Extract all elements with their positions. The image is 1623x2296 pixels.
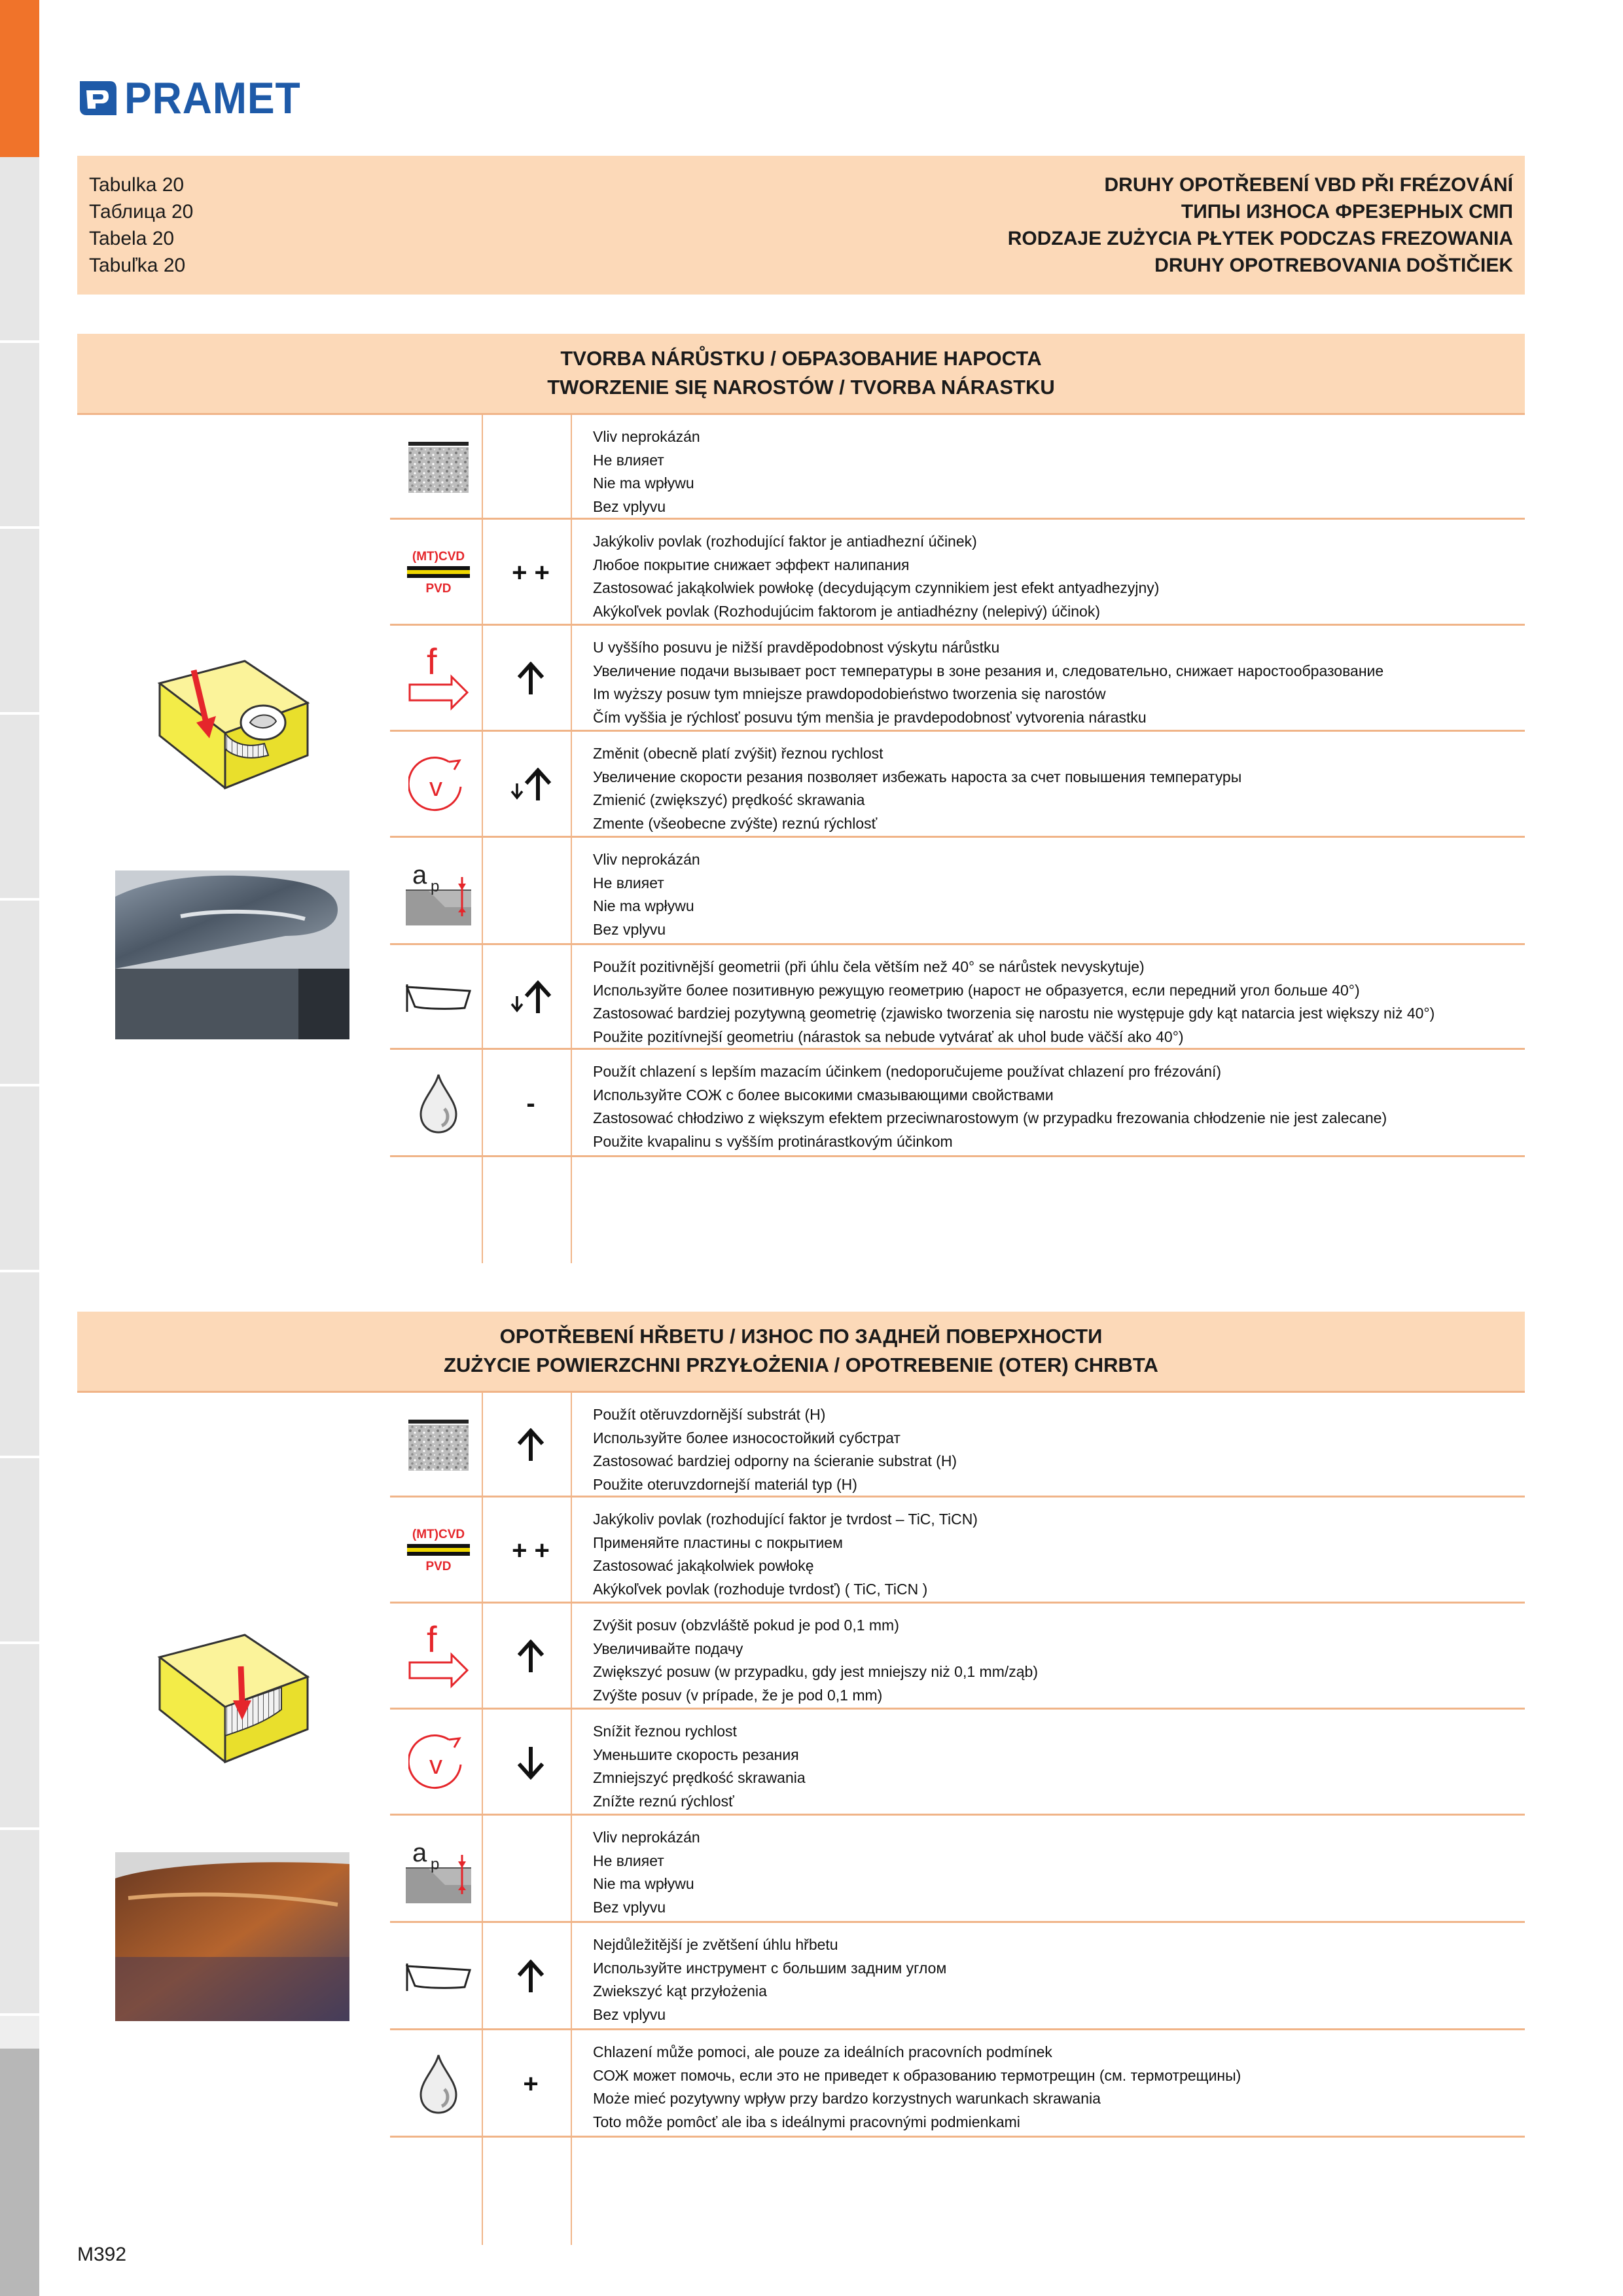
table-header [77, 156, 1525, 295]
effect-symbol [492, 1710, 569, 1816]
built-up-edge-insert-illustration [153, 657, 310, 817]
feed-icon [408, 1621, 469, 1693]
effect-symbol [492, 1604, 569, 1710]
recommendation-row [390, 1816, 1525, 1923]
effect-symbol: + [523, 2069, 539, 2098]
cutting-speed-icon [408, 1727, 469, 1799]
side-accent [0, 0, 39, 157]
recommendation-row [390, 1923, 1525, 2030]
change-arrows-icon [508, 768, 554, 802]
table-title: DRUHY OPOTREBOVANIA DOŠTIČIEK [1154, 255, 1513, 276]
svg-text:f: f [427, 1621, 437, 1660]
table-label: Таблица 20 [89, 201, 194, 223]
recommendation-row [390, 1604, 1525, 1710]
svg-text:v: v [429, 1751, 442, 1780]
increase-arrow-icon [516, 1640, 545, 1674]
section-header-flank-wear [77, 1312, 1525, 1393]
side-tab[interactable] [0, 343, 39, 529]
coating-icon: (MT)CVD PVD [404, 1528, 473, 1574]
rake-geometry-icon [406, 978, 471, 1017]
depth-of-cut-icon [406, 857, 471, 925]
recommendation-row [390, 2030, 1525, 2138]
recommendation-text: Jakýkoliv povlak (rozhodující faktor je tvrdost – TiC, TiCN) Применяйте пластины с покрытием Zastosować jakąkolwiek powłokę Akýkoľvek povlak (rozhoduje tvrdosť) ( TiC, TiCN ) [593, 1511, 978, 1598]
effect-symbol [492, 838, 569, 945]
coolant-drop-icon [418, 1072, 459, 1135]
increase-arrow-icon [516, 1960, 545, 1994]
recommendation-text: Chlazení může pomoci, ale pouze za ideálních pracovních podmínek СОЖ может помочь, если это не приведет к образованию термотрещин (см. термотрещины) Może mieć pozytywny wpływ przy bardzo korzystnych warunkach skrawania Toto môže pomôcť ale iba s ideálnymi pracovnými podmienkami [593, 2043, 1241, 2130]
side-tab[interactable] [0, 901, 39, 1086]
built-up-edge-photo [115, 870, 349, 1039]
recommendation-text: Použít pozitivnější geometrii (při úhlu čela větším než 40° se nárůstek nevyskytuje) Используйте более позитивную режущую геометрию (нарост не образуется, если передний угол больше 40°) Zastosować bardziej pozytywną geometrię (zjawisko tworzenia się narostu nie występuje gdy kąt natarcia jest większy niż 40°) Použite pozitívnejší geometriu (nárastok sa nebude vytvárať ak uhol bude väčší ako 40°) [593, 958, 1435, 1045]
feed-icon [408, 643, 469, 715]
cutting-speed-icon [408, 749, 469, 821]
recommendation-text: Jakýkoliv povlak (rozhodující faktor je antiadhezní účinek) Любое покрытие снижает эффект налипания Zastosować jakąkolwiek powłokę (decydującym czynnikiem jest efekt antyadhezyjny) Akýkoľvek povlak (Rozhodujúcim faktorom je antiadhézny (nelepivý) účinok) [593, 533, 1160, 620]
increase-arrow-icon [516, 1428, 545, 1462]
recommendation-text: Vliv neprokázán Не влияет Nie ma wpływu Bez vplyvu [593, 1829, 700, 1916]
recommendation-text: Snížit řeznou rychlost Уменьшите скорость резания Zmniejszyć prędkość skrawania Znížte reznú rýchlosť [593, 1723, 806, 1810]
recommendation-row [390, 838, 1525, 945]
svg-text:p: p [431, 878, 440, 895]
svg-text:v: v [429, 773, 442, 802]
svg-text:a: a [412, 1839, 427, 1867]
recommendation-row [390, 415, 1525, 520]
side-tab[interactable] [0, 1272, 39, 1458]
section-rows [390, 1393, 1525, 2245]
recommendation-row [390, 1050, 1525, 1157]
recommendation-text: Vliv neprokázán Не влияет Nie ma wpływu Bez vplyvu [593, 428, 700, 515]
pramet-logo-text: PRAMET [124, 73, 301, 123]
effect-symbol: + + [512, 558, 550, 587]
substrate-grade-icon [408, 1420, 469, 1471]
recommendation-row [390, 1393, 1525, 1498]
side-tab[interactable] [0, 1086, 39, 1272]
section-title-line: OPOTŘEBENÍ HŘBETU / ИЗНОС ПО ЗАДНЕЙ ПОВЕРХНОСТИ [499, 1325, 1103, 1348]
depth-of-cut-icon [406, 1835, 471, 1903]
recommendation-text: U vyššího posuvu je nižší pravděpodobnost výskytu nárůstku Увеличение подачи вызывает рост температуры в зоне резания и, следовательно, снижает наростообразование Im wyższy posuw tym mniejsze prawdopodobieństwo tworzenia się narostów Čím vyššia je rýchlosť posuvu tým menšia je pravdepodobnosť vytvorenia nárastku [593, 639, 1384, 726]
table-label: Tabela 20 [89, 228, 175, 249]
pramet-logo-mark-icon [77, 77, 119, 119]
table-title: DRUHY OPOTŘEBENÍ VBD PŘI FRÉZOVÁNÍ [1104, 174, 1513, 196]
svg-text:p: p [431, 1856, 440, 1873]
effect-symbol [492, 945, 569, 1050]
recommendation-text: Nejdůležitější je zvětšení úhlu hřbetu Используйте инструмент с большим задним углом Zwiekszyć kąt przyłożenia Bez vplyvu [593, 1936, 947, 2023]
table-title: ТИПЫ ИЗНОСА ФРЕЗЕРНЫХ СМП [1181, 201, 1513, 223]
svg-text:a: a [412, 861, 427, 889]
coolant-drop-icon [418, 2053, 459, 2115]
section-title-line: TWORZENIE SIĘ NAROSTÓW / TVORBA NÁRASTKU [547, 376, 1055, 399]
effect-symbol [492, 732, 569, 838]
table-label: Tabuľka 20 [89, 255, 186, 276]
recommendation-row [390, 1498, 1525, 1604]
svg-text:f: f [427, 643, 437, 682]
recommendation-text: Změnit (obecně platí zvýšit) řeznou rychlost Увеличение скорости резания позволяет избежать нароста за счет повышения температуры Zmienić (zwiększyć) prędkość skrawania Zmente (všeobecne zvýšte) reznú rýchlosť [593, 745, 1242, 832]
effect-symbol [492, 626, 569, 732]
effect-symbol [492, 1816, 569, 1923]
effect-symbol: - [526, 1088, 535, 1118]
table-title: RODZAJE ZUŻYCIA PŁYTEK PODCZAS FREZOWANIA [1007, 228, 1513, 249]
coating-icon: (MT)CVD PVD [404, 550, 473, 596]
effect-symbol [492, 415, 569, 520]
page-number: M392 [77, 2244, 127, 2265]
effect-symbol: + + [512, 1535, 550, 1565]
side-tab[interactable] [0, 1458, 39, 1644]
effect-symbol [492, 1923, 569, 2030]
flank-wear-photo [115, 1852, 349, 2021]
recommendation-text: Vliv neprokázán Не влияет Nie ma wpływu Bez vplyvu [593, 851, 700, 938]
recommendation-text: Použít chlazení s lepším mazacím účinkem (nedoporučujeme používat chlazení pro frézování) Используйте СОЖ с более высокими смазывающими свойствами Zastosować chłodziwo z większym efektem przeciwnarostowym (w przypadku frezowania chłodzenie nie jest zalecane) Použite kvapalinu s vyšším protinárastkovým účinkom [593, 1063, 1387, 1150]
section-rows [390, 415, 1525, 1263]
rake-geometry-icon [406, 1957, 471, 1996]
side-tab[interactable] [0, 1830, 39, 2016]
recommendation-row [390, 945, 1525, 1050]
table-number-labels [89, 171, 193, 279]
recommendation-row [390, 732, 1525, 838]
recommendation-row [390, 520, 1525, 626]
section-title-line: TVORBA NÁRŮSTKU / ОБРАЗОВАНИЕ НАРОСТА [560, 347, 1042, 370]
substrate-grade-icon [408, 442, 469, 493]
table-titles [1008, 171, 1513, 279]
section-title-line: ZUŻYCIE POWIERZCHNI PRZYŁOŻENIA / OPOTREBENIE (OTER) CHRBTA [444, 1354, 1158, 1376]
side-tab[interactable] [0, 529, 39, 715]
recommendation-row [390, 626, 1525, 732]
recommendation-row [390, 1710, 1525, 1816]
effect-symbol [492, 1393, 569, 1498]
side-strip [0, 0, 39, 2296]
recommendation-text: Použít otěruvzdornější substrát (H) Используйте более износостойкий субстрат Zastosować bardziej odporny na ścieranie substrat (H) Použite oteruvzdornejší materiál typ (H) [593, 1406, 957, 1493]
recommendation-text: Zvýšit posuv (obzvláště pokud je pod 0,1 mm) Увеличивайте подачу Zwiększyć posuw (w przypadku, gdy jest mniejszy niż 0,1 mm/ząb) Zvýšte posuv (v prípade, že je pod 0,1 mm) [593, 1617, 1038, 1704]
section-header-built-up-edge [77, 334, 1525, 415]
side-tab-active[interactable] [0, 2049, 39, 2296]
side-tab[interactable] [0, 1644, 39, 1830]
increase-arrow-icon [516, 662, 545, 696]
table-label: Tabulka 20 [89, 174, 185, 196]
side-tab[interactable] [0, 157, 39, 343]
flank-wear-insert-illustration [153, 1631, 310, 1782]
decrease-arrow-icon [516, 1746, 545, 1780]
change-arrows-icon [508, 980, 554, 1014]
side-tab[interactable] [0, 715, 39, 901]
pramet-logo [77, 73, 316, 123]
